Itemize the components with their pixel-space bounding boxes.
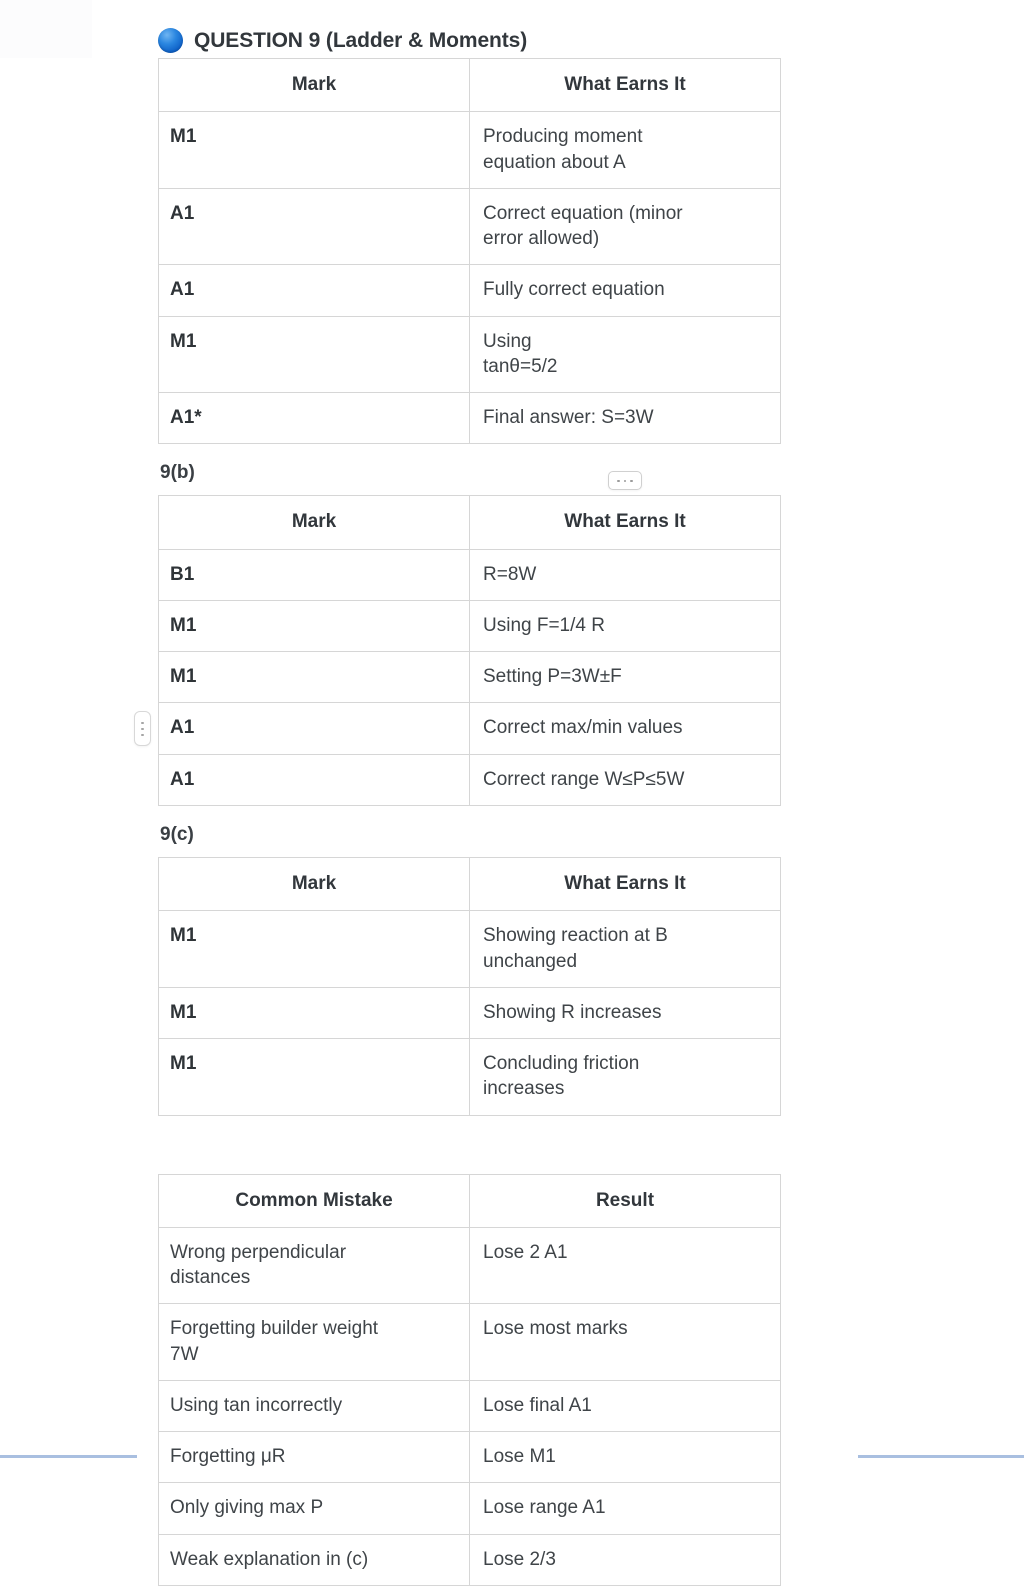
cell-earns-line1: Concluding friction [483,1053,640,1075]
table-header-row [159,59,781,112]
cell-mark: M1 [159,987,470,1038]
cell-earns-line1: Producing moment [483,126,643,148]
cell-earns-line1: Correct equation (minor [483,202,683,224]
section-9b [158,495,780,806]
table-row [159,1039,781,1116]
table-row [159,112,781,189]
dot [624,480,627,483]
cell-mark: M1 [159,652,470,703]
cell-mark: A1* [159,393,470,444]
column-header-mark: Mark [159,496,470,549]
table-header-row [159,1174,781,1227]
table-row [159,549,781,600]
table-row [159,265,781,316]
cell-mistake: Only giving max P [159,1483,470,1534]
drag-handle-icon[interactable] [134,711,151,746]
cell-mistake: Using tan incorrectly [159,1380,470,1431]
more-options-icon[interactable] [608,471,642,490]
corner-artifact [0,0,92,58]
cell-mark: M1 [159,1039,470,1116]
section-9a [158,58,780,444]
cell-mistake [159,1227,470,1304]
cell-result: Lose M1 [470,1432,781,1483]
section-label-9b: 9(b) [160,462,195,484]
cell-mistake-line2: distances [170,1267,251,1289]
cell-earns: Correct range W≤P≤5W [470,754,781,805]
cell-mark: A1 [159,703,470,754]
cell-mark: A1 [159,265,470,316]
table-row [159,754,781,805]
section-label-9c: 9(c) [160,823,194,845]
table-header-row [159,496,781,549]
cell-mistake-line1: Forgetting builder weight [170,1318,379,1340]
cell-result: Lose range A1 [470,1483,781,1534]
cell-earns-line2: error allowed) [483,228,600,250]
table-row [159,987,781,1038]
cell-result: Lose final A1 [470,1380,781,1431]
cell-earns: Using F=1/4 R [470,600,781,651]
bottom-progress-bar-right [858,1455,1024,1458]
table-row [159,1304,781,1381]
table-row [159,316,781,393]
cell-mistake-line2: 7W [170,1343,199,1365]
dot [141,734,144,737]
document-body [158,0,780,1586]
marks-table-9b [158,495,781,806]
table-row [159,703,781,754]
table-row [159,600,781,651]
cell-mark: B1 [159,549,470,600]
cell-mistake: Weak explanation in (c) [159,1534,470,1585]
cell-earns: Setting P=3W±F [470,652,781,703]
cell-earns: Showing R increases [470,987,781,1038]
page-title [158,0,780,58]
cell-earns-line1: Showing reaction at B [483,925,668,947]
section-spacer [158,1116,780,1174]
cell-mistake: Forgetting μR [159,1432,470,1483]
cell-earns: Fully correct equation [470,265,781,316]
cell-mark: A1 [159,754,470,805]
dot [630,480,633,483]
marks-table-9c [158,857,781,1116]
table-row [159,1432,781,1483]
table-row [159,652,781,703]
column-header-common-mistake: Common Mistake [159,1174,470,1227]
dot [617,480,620,483]
table-row [159,393,781,444]
section-common-mistakes [158,1174,780,1586]
cell-mark: M1 [159,911,470,988]
column-header-result: Result [470,1174,781,1227]
cell-mistake [159,1304,470,1381]
cell-earns-line2: equation about A [483,151,626,173]
page-title-text: QUESTION 9 (Ladder & Moments) [194,28,528,52]
column-header-mark: Mark [159,59,470,112]
cell-earns-line2: unchanged [483,950,578,972]
cell-earns [470,911,781,988]
cell-mistake-line1: Wrong perpendicular [170,1241,347,1263]
marks-table-9a [158,58,781,444]
cell-earns: Final answer: S=3W [470,393,781,444]
dot [141,728,144,731]
table-row [159,1483,781,1534]
table-row [159,1534,781,1585]
cell-earns-line2: tanθ=5/2 [483,355,558,377]
bottom-progress-bar-left [0,1455,137,1458]
table-row [159,1227,781,1304]
table-header-row [159,857,781,910]
column-header-mark: Mark [159,857,470,910]
table-row [159,1380,781,1431]
table-row [159,188,781,265]
cell-result: Lose most marks [470,1304,781,1381]
cell-earns [470,316,781,393]
cell-mark: M1 [159,600,470,651]
common-mistakes-table [158,1174,781,1586]
cell-earns: Correct max/min values [470,703,781,754]
cell-earns: R=8W [470,549,781,600]
cell-earns-line1: Using [483,330,532,352]
cell-earns [470,1039,781,1116]
cell-earns-line2: increases [483,1078,565,1100]
blue-circle-icon [158,28,183,53]
column-header-what-earns-it: What Earns It [470,59,781,112]
column-header-what-earns-it: What Earns It [470,496,781,549]
table-row [159,911,781,988]
dot [141,722,144,725]
cell-mark: M1 [159,112,470,189]
cell-mark: M1 [159,316,470,393]
column-header-what-earns-it: What Earns It [470,857,781,910]
cell-result: Lose 2 A1 [470,1227,781,1304]
cell-earns [470,188,781,265]
cell-result: Lose 2/3 [470,1534,781,1585]
cell-earns [470,112,781,189]
section-9c [158,857,780,1116]
cell-mark: A1 [159,188,470,265]
